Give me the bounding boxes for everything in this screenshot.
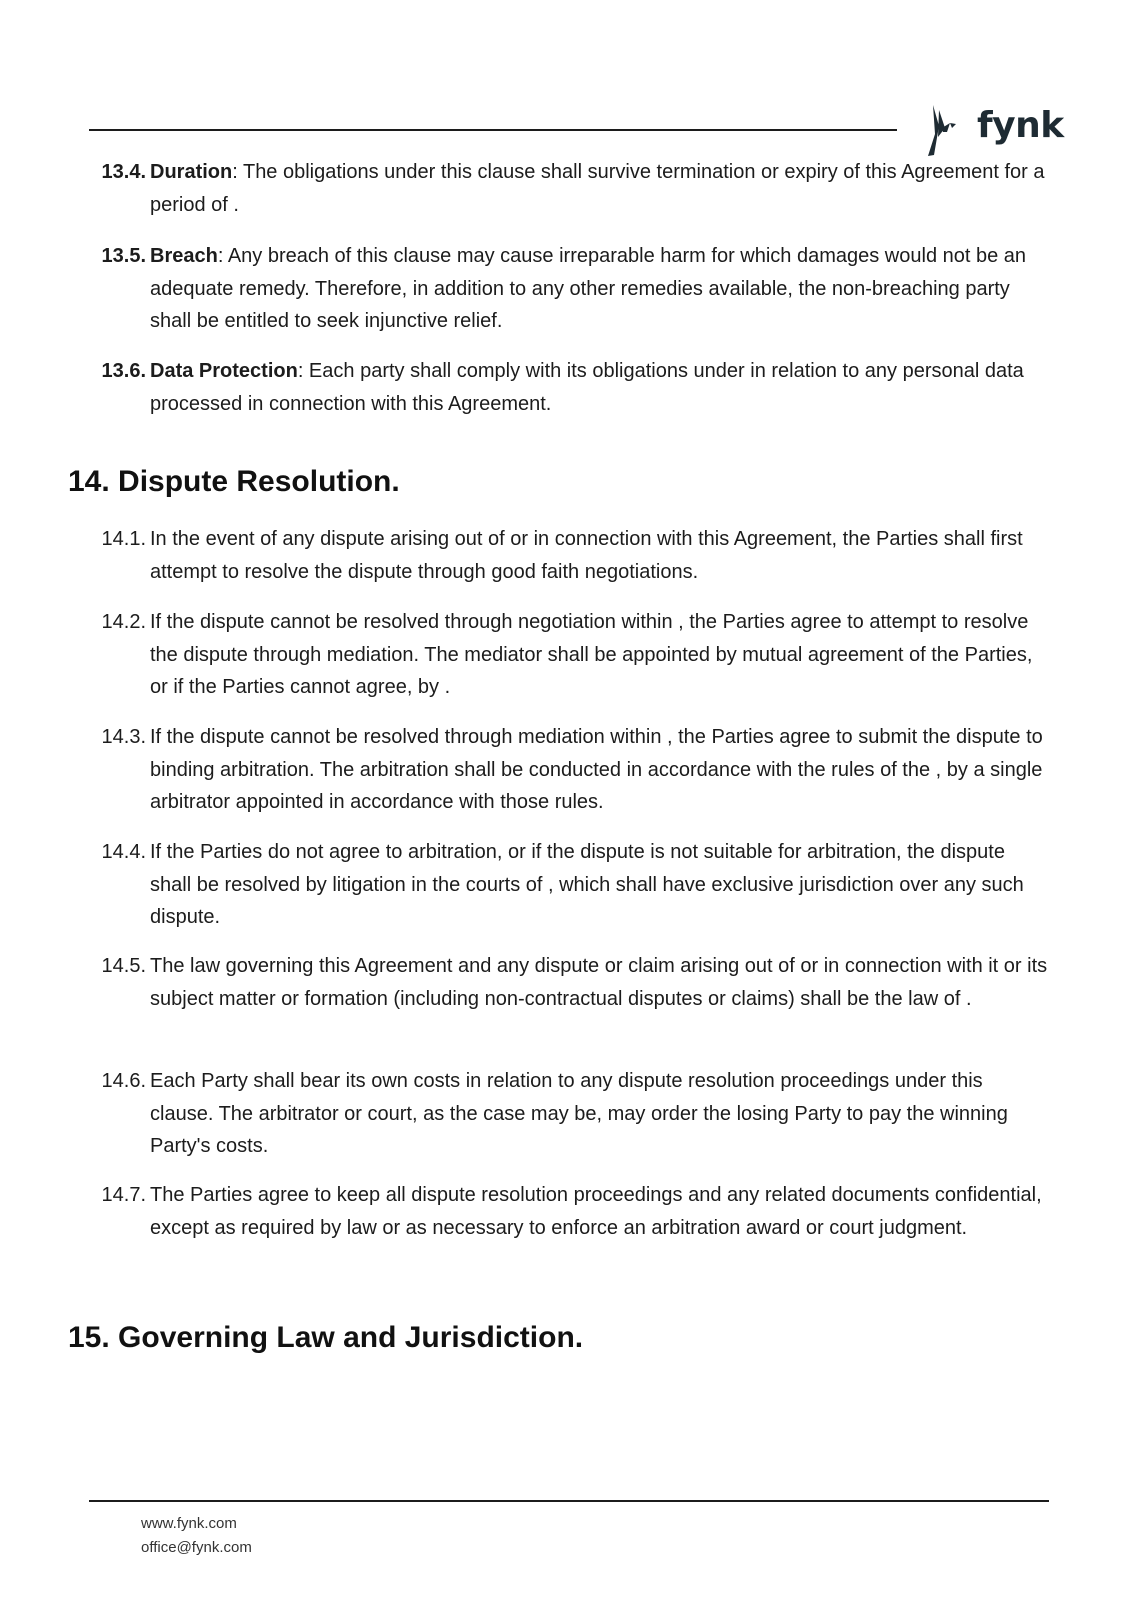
clause-text: In the event of any dispute arising out of or in connection with this Agreement, the Parties shall first attempt to resolve the dispute through good faith negotiations.: [150, 528, 1023, 583]
footer-divider: [89, 1500, 1049, 1502]
clause-body: [150, 240, 1050, 338]
clause-text: : The obligations under this clause shall survive termination or expiry of this Agreement for a period of .: [150, 161, 1045, 216]
clause-number: 13.6.: [101, 360, 146, 382]
clause-text: If the dispute cannot be resolved through mediation within , the Parties agree to submit the dispute to binding arbitration. The arbitration shall be conducted in accordance with the rules of the , by a single arbitrator appointed in accordance with those rules.: [150, 726, 1043, 813]
clause-14-6: [90, 1065, 1050, 1163]
clause-text: If the Parties do not agree to arbitration, or if the dispute is not suitable for arbitration, the dispute shall be resolved by litigation in the courts of , which shall have exclusive jurisdiction over any such dispute.: [150, 841, 1024, 928]
clause-text: The Parties agree to keep all dispute resolution proceedings and any related documents confidential, except as required by law or as necessary to enforce an arbitration award or court judgment.: [150, 1184, 1042, 1239]
clause-term: Duration: [150, 161, 233, 183]
clause-body: [150, 156, 1050, 221]
clause-14-7: [90, 1179, 1050, 1244]
clause-number: 14.3.: [101, 726, 146, 748]
clause-14-2: [90, 606, 1050, 704]
header-divider: [89, 129, 897, 131]
clause-number: 14.6.: [101, 1070, 146, 1092]
logo-wordmark: fynk: [977, 105, 1064, 146]
clause-number: 14.7.: [101, 1184, 146, 1206]
clause-13-6: [90, 355, 1050, 420]
clause-term: Data Protection: [150, 360, 298, 382]
clause-term: Breach: [150, 245, 218, 267]
clause-text: Each Party shall bear its own costs in relation to any dispute resolution proceedings under this clause. The arbitrator or court, as the case may be, may order the losing Party to pay the winning Party's costs.: [150, 1070, 1008, 1157]
footer-website-link[interactable]: www.fynk.com: [141, 1515, 237, 1532]
footer-email-link[interactable]: office@fynk.com: [141, 1539, 252, 1556]
clause-number: 13.5.: [101, 245, 146, 267]
clause-text: If the dispute cannot be resolved through negotiation within , the Parties agree to attempt to resolve the dispute through mediation. The mediator shall be appointed by mutual agreement of the Parties, or if the Parties cannot agree, by .: [150, 611, 1033, 698]
clause-number: 14.5.: [101, 955, 146, 977]
clause-14-5: [90, 950, 1050, 1015]
clause-14-4: [90, 836, 1050, 934]
clause-text: : Each party shall comply with its obligations under in relation to any personal data processed in connection with this Agreement.: [150, 360, 1024, 415]
clause-number: 14.4.: [101, 841, 146, 863]
clause-body: [150, 355, 1050, 420]
section-heading-14: 14. Dispute Resolution.: [68, 465, 400, 498]
bird-logo-icon: [922, 104, 974, 160]
clause-number: 13.4.: [101, 161, 146, 183]
clause-text: : Any breach of this clause may cause irreparable harm for which damages would not be an adequate remedy. Therefore, in addition to any other remedies available, the non-breaching party shall be entitled to seek injunctive relief.: [150, 245, 1027, 332]
clause-13-5: [90, 240, 1050, 338]
section-heading-15: 15. Governing Law and Jurisdiction.: [68, 1321, 584, 1354]
clause-text: The law governing this Agreement and any dispute or claim arising out of or in connection with it or its subject matter or formation (including non-contractual disputes or claims) shall be the law of .: [150, 955, 1048, 1010]
clause-14-3: [90, 721, 1050, 819]
clause-number: 14.2.: [101, 611, 146, 633]
clause-number: 14.1.: [101, 528, 146, 550]
fynk-logo: [922, 104, 1064, 160]
clause-14-1: [90, 523, 1050, 588]
clause-13-4: [90, 156, 1050, 221]
